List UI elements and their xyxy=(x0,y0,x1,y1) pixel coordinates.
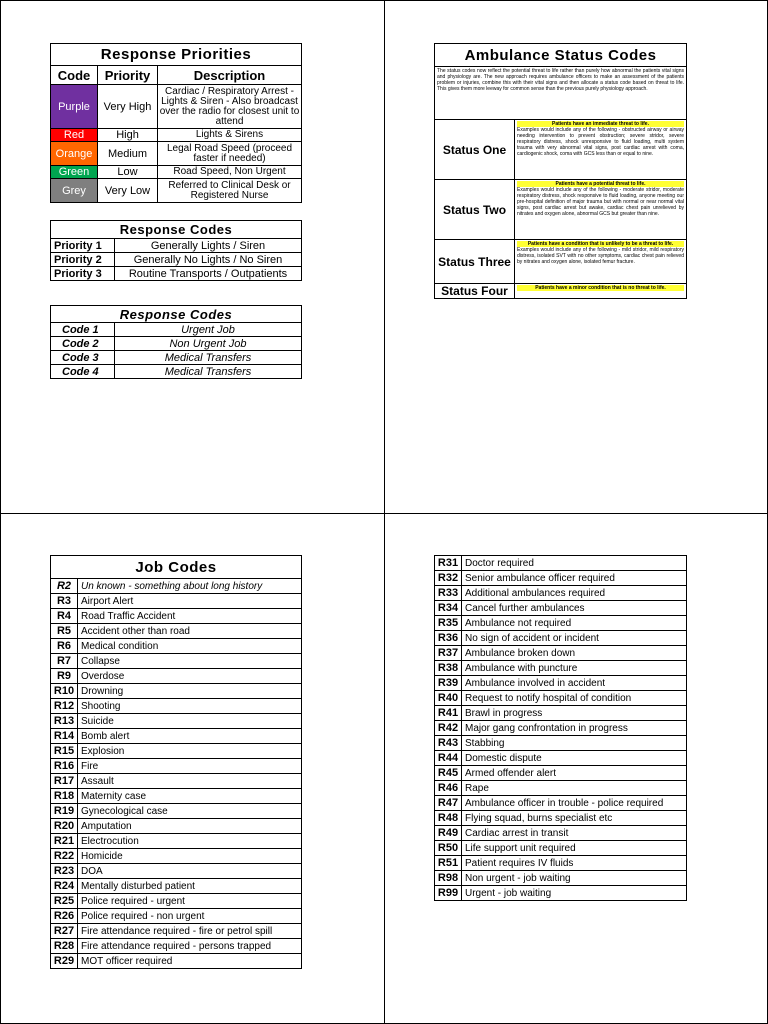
table-row xyxy=(435,180,687,240)
job-code: R9 xyxy=(51,669,78,684)
table-row xyxy=(435,736,687,751)
table-row xyxy=(435,601,687,616)
table-row xyxy=(435,721,687,736)
status-name: Status One xyxy=(435,120,515,180)
job-code: R28 xyxy=(51,939,78,954)
table-row xyxy=(51,759,302,774)
job-code: R21 xyxy=(51,834,78,849)
job-description: Ambulance not required xyxy=(462,616,687,631)
job-description: Ambulance involved in accident xyxy=(462,676,687,691)
job-code: R99 xyxy=(435,886,462,901)
job-code: R98 xyxy=(435,871,462,886)
job-code: R27 xyxy=(51,924,78,939)
job-description: Stabbing xyxy=(462,736,687,751)
job-code: R22 xyxy=(51,849,78,864)
response-description: Medical Transfers xyxy=(115,365,302,379)
job-codes-continued-body xyxy=(435,556,687,901)
ambulance-status-intro: The status codes now reflect the potential threat to life rather than purely how abnormal the patients vital signs and physiology are. The new approach requires ambulance officers to make an assessment of the patients problem or injuries, combine this with their vital signs and then allocate a status code based on threat to life. This gives them more leeway for common sense than the previous purely physiology approach. xyxy=(435,67,687,120)
table-row xyxy=(51,594,302,609)
table-row xyxy=(51,239,302,253)
priority-level: Very Low xyxy=(98,179,158,203)
table-row xyxy=(51,142,302,166)
job-description: Domestic dispute xyxy=(462,751,687,766)
job-code: R23 xyxy=(51,864,78,879)
status-description: Examples would include any of the following - obstructed airway or airway needing intervention to prevent obstruction; severe stridor, severe respiratory distress, shock unresponsive to fluid loading, multi system trauma with very abnormal vital signs, post cardiac arrest with coma, cardiogenic shock, coma with GCS less than or equal to nine. xyxy=(517,127,684,157)
job-code: R37 xyxy=(435,646,462,661)
response-description: Routine Transports / Outpatients xyxy=(115,267,302,281)
job-description: Ambulance broken down xyxy=(462,646,687,661)
job-description: Drowning xyxy=(78,684,302,699)
job-description: Assault xyxy=(78,774,302,789)
table-row xyxy=(51,609,302,624)
ambulance-status-table xyxy=(434,43,687,299)
job-description: Mentally disturbed patient xyxy=(78,879,302,894)
job-description: Ambulance with puncture xyxy=(462,661,687,676)
response-priorities-title: Response Priorities xyxy=(51,44,302,66)
status-highlight: Patients have an immediate threat to life. xyxy=(517,121,684,127)
priority-color-cell: Grey xyxy=(51,179,98,203)
priority-level: High xyxy=(98,129,158,142)
job-description: Patient requires IV fluids xyxy=(462,856,687,871)
table-row xyxy=(435,871,687,886)
table-row xyxy=(51,789,302,804)
job-code: R32 xyxy=(435,571,462,586)
table-row xyxy=(435,586,687,601)
table-row xyxy=(435,691,687,706)
status-description: Examples would include any of the following - moderate stridor, moderate respiratory distress, shock responsive to fluid loading, anyone meeting our pre-hospital definition of major trauma but with normal or near normal vital signs, post cardiac arrest but awake, cardiac chest pain unrelieved by nitrates and oxygen alone, abnormal GCS but greater than nine. xyxy=(517,187,684,217)
job-code: R29 xyxy=(51,954,78,969)
table-row xyxy=(51,337,302,351)
table-row xyxy=(51,351,302,365)
table-row xyxy=(51,166,302,179)
table-row xyxy=(435,826,687,841)
table-row xyxy=(51,729,302,744)
job-description: Bomb alert xyxy=(78,729,302,744)
response-codes-title: Response Codes xyxy=(51,221,302,239)
priority-description: Referred to Clinical Desk or Registered Nurse xyxy=(158,179,302,203)
table-row xyxy=(51,774,302,789)
priority-color-cell: Red xyxy=(51,129,98,142)
response-code: Priority 1 xyxy=(51,239,115,253)
table-row xyxy=(435,886,687,901)
table-row xyxy=(435,556,687,571)
response-description: Non Urgent Job xyxy=(115,337,302,351)
table-row xyxy=(51,909,302,924)
table-row xyxy=(51,819,302,834)
table-row xyxy=(51,699,302,714)
table-row xyxy=(51,365,302,379)
job-description: Road Traffic Accident xyxy=(78,609,302,624)
response-description: Generally Lights / Siren xyxy=(115,239,302,253)
job-description: Rape xyxy=(462,781,687,796)
job-code: R7 xyxy=(51,654,78,669)
priority-color-cell: Purple xyxy=(51,85,98,129)
table-row xyxy=(51,323,302,337)
job-description: Ambulance officer in trouble - police required xyxy=(462,796,687,811)
job-code: R25 xyxy=(51,894,78,909)
job-codes-title: Job Codes xyxy=(51,556,302,579)
table-row xyxy=(51,253,302,267)
table-row xyxy=(435,616,687,631)
priority-level: Low xyxy=(98,166,158,179)
table-row xyxy=(435,571,687,586)
job-code: R47 xyxy=(435,796,462,811)
job-description: Flying squad, burns specialist etc xyxy=(462,811,687,826)
priority-level: Very High xyxy=(98,85,158,129)
job-description: Electrocution xyxy=(78,834,302,849)
response-description: Medical Transfers xyxy=(115,351,302,365)
table-row xyxy=(51,864,302,879)
job-code: R33 xyxy=(435,586,462,601)
table-row xyxy=(51,954,302,969)
job-code: R20 xyxy=(51,819,78,834)
job-codes-continued-table xyxy=(434,555,687,901)
column-header: Description xyxy=(158,66,302,85)
job-description: Urgent - job waiting xyxy=(462,886,687,901)
table-row xyxy=(51,129,302,142)
job-code: R35 xyxy=(435,616,462,631)
table-row xyxy=(435,631,687,646)
job-codes-table xyxy=(50,555,302,969)
job-description: Fire attendance required - fire or petrol spill xyxy=(78,924,302,939)
response-code: Priority 3 xyxy=(51,267,115,281)
job-description: Police required - non urgent xyxy=(78,909,302,924)
job-code: R14 xyxy=(51,729,78,744)
response-codes-title: Response Codes xyxy=(51,306,302,323)
table-row xyxy=(51,879,302,894)
status-name: Status Two xyxy=(435,180,515,240)
job-description: Fire attendance required - persons trapped xyxy=(78,939,302,954)
job-code: R10 xyxy=(51,684,78,699)
priority-color-cell: Orange xyxy=(51,142,98,166)
status-description-cell xyxy=(515,180,687,240)
table-row xyxy=(435,781,687,796)
job-description: Overdose xyxy=(78,669,302,684)
response-code: Code 4 xyxy=(51,365,115,379)
job-code: R26 xyxy=(51,909,78,924)
column-header: Priority xyxy=(98,66,158,85)
table-row xyxy=(435,240,687,284)
job-description: Life support unit required xyxy=(462,841,687,856)
table-row xyxy=(51,804,302,819)
response-codes-job-table xyxy=(50,305,302,379)
job-code: R13 xyxy=(51,714,78,729)
job-codes-body xyxy=(51,579,302,969)
column-header: Code xyxy=(51,66,98,85)
job-description: Additional ambulances required xyxy=(462,586,687,601)
table-row xyxy=(435,856,687,871)
job-code: R17 xyxy=(51,774,78,789)
job-code: R24 xyxy=(51,879,78,894)
job-description: DOA xyxy=(78,864,302,879)
response-code: Code 1 xyxy=(51,323,115,337)
job-code: R40 xyxy=(435,691,462,706)
job-code: R6 xyxy=(51,639,78,654)
job-code: R46 xyxy=(435,781,462,796)
job-code: R50 xyxy=(435,841,462,856)
job-code: R36 xyxy=(435,631,462,646)
table-row xyxy=(435,661,687,676)
job-code: R38 xyxy=(435,661,462,676)
table-row xyxy=(51,179,302,203)
job-description: Airport Alert xyxy=(78,594,302,609)
table-row xyxy=(51,894,302,909)
table-row xyxy=(435,811,687,826)
job-code: R19 xyxy=(51,804,78,819)
table-row xyxy=(435,284,687,299)
job-description: Brawl in progress xyxy=(462,706,687,721)
table-row xyxy=(51,85,302,129)
priority-description: Legal Road Speed (proceed faster if needed) xyxy=(158,142,302,166)
job-code: R43 xyxy=(435,736,462,751)
job-description: Major gang confrontation in progress xyxy=(462,721,687,736)
job-description: Shooting xyxy=(78,699,302,714)
job-code: R34 xyxy=(435,601,462,616)
table-row xyxy=(51,639,302,654)
job-code: R12 xyxy=(51,699,78,714)
job-description: Cardiac arrest in transit xyxy=(462,826,687,841)
table-row xyxy=(51,714,302,729)
job-description: Amputation xyxy=(78,819,302,834)
job-code: R15 xyxy=(51,744,78,759)
job-code: R39 xyxy=(435,676,462,691)
priority-level: Medium xyxy=(98,142,158,166)
job-description: MOT officer required xyxy=(78,954,302,969)
response-codes-priority-table xyxy=(50,220,302,281)
table-row xyxy=(51,744,302,759)
job-description: Senior ambulance officer required xyxy=(462,571,687,586)
response-code: Code 2 xyxy=(51,337,115,351)
table-row xyxy=(51,849,302,864)
priority-color-cell: Green xyxy=(51,166,98,179)
job-code: R4 xyxy=(51,609,78,624)
table-row xyxy=(51,654,302,669)
job-code: R41 xyxy=(435,706,462,721)
job-code: R49 xyxy=(435,826,462,841)
job-description: Maternity case xyxy=(78,789,302,804)
job-description: Homicide xyxy=(78,849,302,864)
table-row xyxy=(51,579,302,594)
status-description-cell xyxy=(515,120,687,180)
status-highlight: Patients have a minor condition that is no threat to life. xyxy=(517,285,684,291)
table-row xyxy=(51,939,302,954)
job-description: Collapse xyxy=(78,654,302,669)
job-description: Fire xyxy=(78,759,302,774)
status-highlight: Patients have a condition that is unlikely to be a threat to life. xyxy=(517,241,684,247)
ambulance-status-title: Ambulance Status Codes xyxy=(435,44,687,67)
status-name: Status Three xyxy=(435,240,515,284)
job-description: No sign of accident or incident xyxy=(462,631,687,646)
table-row xyxy=(435,120,687,180)
table-row xyxy=(51,669,302,684)
table-row xyxy=(435,706,687,721)
table-row xyxy=(435,841,687,856)
table-row xyxy=(51,267,302,281)
status-name: Status Four xyxy=(435,284,515,299)
job-code: R18 xyxy=(51,789,78,804)
job-description: Explosion xyxy=(78,744,302,759)
status-highlight: Patients have a potential threat to life. xyxy=(517,181,684,187)
response-description: Urgent Job xyxy=(115,323,302,337)
job-code: R51 xyxy=(435,856,462,871)
job-description: Police required - urgent xyxy=(78,894,302,909)
job-description: Un known - something about long history xyxy=(78,579,302,594)
table-row xyxy=(51,684,302,699)
table-row xyxy=(51,834,302,849)
job-description: Accident other than road xyxy=(78,624,302,639)
table-row xyxy=(435,766,687,781)
job-description: Doctor required xyxy=(462,556,687,571)
response-code: Code 3 xyxy=(51,351,115,365)
job-description: Request to notify hospital of condition xyxy=(462,691,687,706)
job-code: R45 xyxy=(435,766,462,781)
job-code: R2 xyxy=(51,579,78,594)
job-description: Gynecological case xyxy=(78,804,302,819)
job-code: R42 xyxy=(435,721,462,736)
job-description: Armed offender alert xyxy=(462,766,687,781)
response-code: Priority 2 xyxy=(51,253,115,267)
job-code: R44 xyxy=(435,751,462,766)
table-row xyxy=(435,796,687,811)
job-code: R5 xyxy=(51,624,78,639)
job-description: Non urgent - job waiting xyxy=(462,871,687,886)
table-row xyxy=(435,751,687,766)
table-row xyxy=(51,924,302,939)
response-priorities-table xyxy=(50,43,302,203)
priority-description: Cardiac / Respiratory Arrest - Lights & Siren - Also broadcast over the radio for closest unit to attend xyxy=(158,85,302,129)
status-description: Examples would include any of the following - mild stridor, mild respiratory distress, isolated SVT with no other symptoms, cardiac chest pain relieved by nitrates and oxygen alone, isolated femur fracture. xyxy=(517,247,684,265)
job-code: R3 xyxy=(51,594,78,609)
job-code: R48 xyxy=(435,811,462,826)
response-description: Generally No Lights / No Siren xyxy=(115,253,302,267)
job-code: R31 xyxy=(435,556,462,571)
table-row xyxy=(435,676,687,691)
table-row xyxy=(51,624,302,639)
priority-description: Lights & Sirens xyxy=(158,129,302,142)
job-description: Medical condition xyxy=(78,639,302,654)
status-description-cell xyxy=(515,240,687,284)
status-description-cell xyxy=(515,284,687,299)
job-code: R16 xyxy=(51,759,78,774)
priority-description: Road Speed, Non Urgent xyxy=(158,166,302,179)
table-row xyxy=(435,646,687,661)
job-description: Suicide xyxy=(78,714,302,729)
job-description: Cancel further ambulances xyxy=(462,601,687,616)
